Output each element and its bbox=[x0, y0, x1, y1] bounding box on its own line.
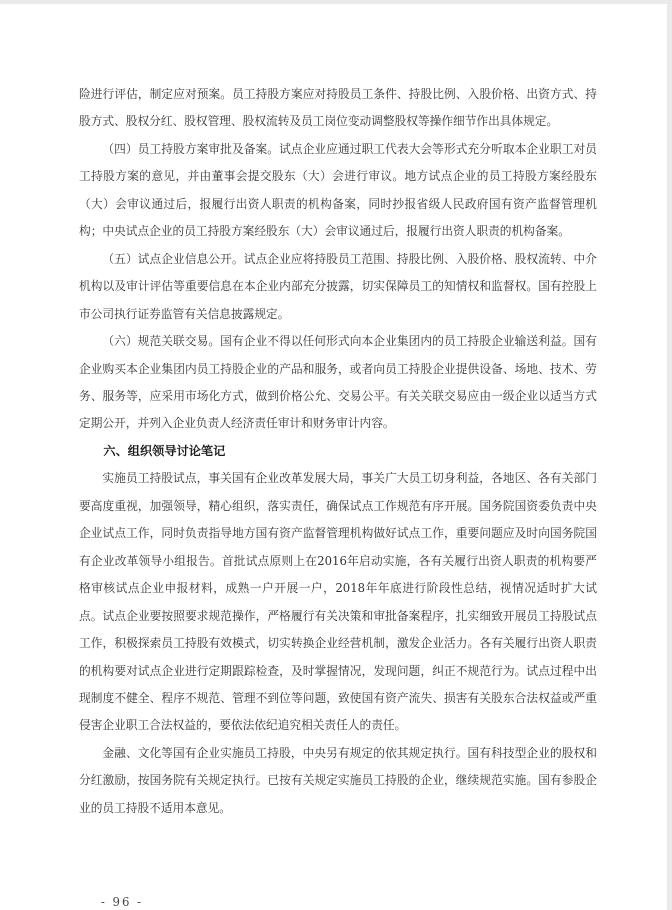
page-edge-right bbox=[667, 0, 672, 910]
body-paragraph-closing: 金融、文化等国有企业实施员工持股，中央另有规定的依其规定执行。国有科技型企业的股权和分红激励，按国务院有关规定执行。已按有关规定实施员工持股的企业，继续规范实施。国有参股企业的员工持股不适用本意见。 bbox=[79, 745, 597, 815]
section-heading: 六、组织领导讨论笔记 bbox=[103, 443, 226, 458]
body-paragraph-continuation: 险进行评估，制定应对预案。员工持股方案应对持股员工条件、持股比例、入股价格、出资方式、持股方式、股权分红、股权管理、股权流转及员工岗位变动调整股权等操作细节作出具体规定。 bbox=[79, 87, 597, 129]
page-edge-top bbox=[0, 0, 672, 4]
body-paragraph-item-6: （六）规范关联交易。国有企业不得以任何形式向本企业集团内的员工持股企业输送利益。国有企业购买本企业集团内员工持股企业的产品和服务，或者向员工持股企业提供设备、场地、技术、劳务、服务等，应采用市场化方式，做到价格公允、交易公平。有关关联交易应由一级企业以适当方式定期公开，并列入企业负责人经济责任审计和财务审计内容。 bbox=[79, 334, 597, 431]
document-body bbox=[79, 81, 597, 822]
body-paragraph-item-5: （五）试点企业信息公开。试点企业应将持股员工范围、持股比例、入股价格、股权流转、中介机构以及审计评估等重要信息在本企业内部充分披露，切实保障员工的知情权和监督权。国有控股上市公司执行证券监管有关信息披露规定。 bbox=[79, 251, 597, 321]
body-paragraph-implementation: 实施员工持股试点，事关国有企业改革发展大局，事关广大员工切身利益，各地区、各有关部门要高度重视，加强领导，精心组织，落实责任，确保试点工作规范有序开展。国务院国资委负责中央企业试点工作，同时负责指导地方国有资产监督管理机构做好试点工作，重要问题应及时向国务院国有企业改革领导小组报告。首批试点原则上在2016年启动实施，各有关履行出资人职责的机构要严格审核试点企业申报材料，成熟一户开展一户，2018年年底进行阶段性总结，视情况适时扩大试点。试点企业要按照要求规范操作，严格履行有关决策和审批备案程序，扎实细致开展员工持股试点工作，积极探索员工持股有效模式，切实转换企业经营机制，激发企业活力。各有关履行出资人职责的机构要对试点企业进行定期跟踪检查，及时掌握情况，发现问题，纠正不规范行为。试点过程中出现制度不健全、程序不规范、管理不到位等问题，致使国有资产流失、损害有关股东合法权益或严重侵害企业职工合法权益的，要依法依纪追究相关责任人的责任。 bbox=[79, 471, 597, 733]
page-number: - 96 - bbox=[100, 895, 144, 909]
body-paragraph-item-4: （四）员工持股方案审批及备案。试点企业应通过职工代表大会等形式充分听取本企业职工对员工持股方案的意见，并由董事会提交股东（大）会进行审议。地方试点企业的员工持股方案经股东（大）会审议通过后，报履行出资人职责的机构备案，同时抄报省级人民政府国有资产监督管理机构；中央试点企业的员工持股方案经股东（大）会审议通过后，报履行出资人职责的机构备案。 bbox=[79, 141, 597, 239]
